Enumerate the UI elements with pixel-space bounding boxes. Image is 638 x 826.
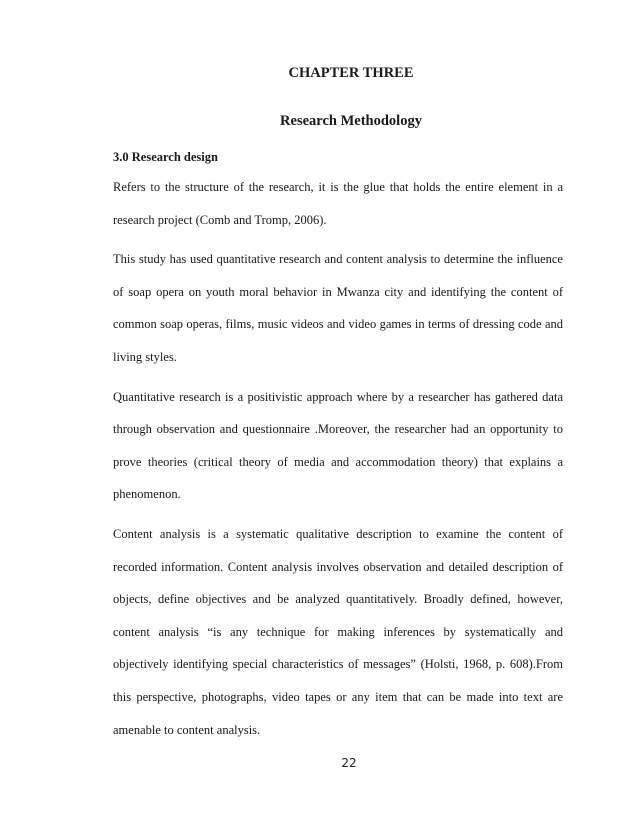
chapter-subtitle: Research Methodology — [280, 113, 422, 129]
paragraph-definition: Refers to the structure of the research, it is the glue that holds the entire element in a research project (Comb and Tromp, 2006). — [113, 180, 563, 227]
paragraph-study-approach: This study has used quantitative research and content analysis to determine the influence of soap opera on youth moral behavior in Mwanza city and identifying the content of common soap operas, films, music videos and video games in terms of dressing code and living styles. — [113, 252, 563, 364]
paragraph-quantitative-research: Quantitative research is a positivistic approach where by a researcher has gathered data through observation and questionnaire .Moreover, the researcher had an opportunity to prove theories (critical theory of media and accommodation theory) that explains a phenomenon. — [113, 389, 563, 502]
page-number: 22 — [341, 756, 357, 770]
section-heading: 3.0 Research design — [113, 150, 218, 164]
paragraph-content-analysis: Content analysis is a systematic qualitative description to examine the content of recorded information. Content analysis involves observation and detailed description of objects, define objectives and be analyzed quantitatively. Broadly defined, however, content analysis “is any technique for making inferences by systematically and objectively identifying special characteristics of messages” (Holsti, 1968, p. 608).From this perspective, photographs, video tapes or any item that can be made into text are amenable to content analysis. — [113, 526, 563, 737]
body-text — [113, 171, 563, 753]
chapter-title: CHAPTER THREE — [288, 65, 414, 81]
